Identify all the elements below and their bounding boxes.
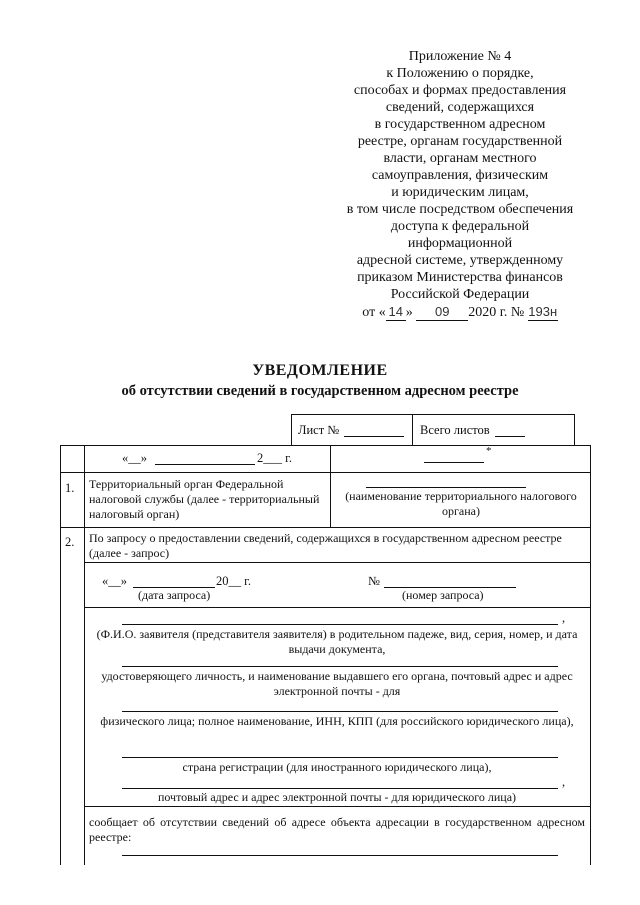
number-field[interactable] [424,462,484,463]
table-line [84,806,590,807]
applicant-field-4[interactable] [122,757,558,758]
date-quote: «__» [122,451,147,465]
table-line [60,472,590,473]
table-line [84,562,590,563]
sheet-label: Лист № [298,423,340,437]
table-line [84,607,590,608]
date-year: 2___ г. [257,451,292,465]
order-day: 14 [386,303,406,321]
applicant-caption-4: страна регистрации (для иностранного юридического лица), [182,760,492,774]
result-field[interactable] [122,855,558,856]
comma: , [562,775,566,789]
total-sheets-label: Всего листов [420,423,490,437]
approval-line: приказом Министерства финансов [357,270,563,285]
approval-line: информационной [407,236,513,251]
table-line [60,445,61,865]
request-number-sign: № [368,574,380,588]
comma: , [562,611,566,625]
table-line [590,445,591,865]
request-date-caption: (дата запроса) [138,588,211,602]
order-date-line [330,303,590,321]
table-line [291,414,574,415]
order-number: 193н [528,304,558,319]
applicant-caption-2: удостоверяющего личность, и наименование выдавшего его органа, почтовый адрес и адрес электронной почты - для [101,669,573,698]
table-line [60,527,590,528]
approval-line: Российской Федерации [390,287,530,302]
request-date-year: 20__ г. [216,574,251,588]
applicant-caption-3: физического лица; полное наименование, ИНН, КПП (для российского юридического лица), [100,714,574,728]
asterisk: * [486,445,492,457]
approval-line: Приложение № 4 [408,49,512,64]
order-prefix: от « [362,305,386,320]
approval-line: к Положению о порядке, [386,66,534,81]
request-date-quote: «__» [102,574,127,588]
approval-line: доступа к федеральной [390,219,530,234]
order-year: 2020 г. № [468,305,525,320]
row-number: 1. [65,481,75,495]
applicant-field-3[interactable] [122,711,558,712]
approval-line: и юридическим лицам, [391,185,529,200]
page-title: УВЕДОМЛЕНИЕ [252,362,388,379]
approval-line: сведений, содержащихся [385,100,535,115]
table-line [330,445,331,527]
order-mid: » [405,305,413,320]
order-month: 09 [416,303,468,321]
applicant-field-1[interactable] [122,624,558,625]
approval-line: реестре, органам государственной [357,134,563,149]
applicant-field-2[interactable] [122,666,558,667]
approval-line: в том числе посредством обеспечения [346,202,574,217]
applicant-field-5[interactable] [122,788,558,789]
approval-block [330,48,590,321]
table-line [412,414,413,445]
approval-line: власти, органам местного [383,151,537,166]
row-number: 2. [65,535,75,549]
approval-line: самоуправления, физическим [371,168,549,183]
applicant-caption-5: почтовый адрес и адрес электронной почты - для юридического лица) [157,790,517,804]
tax-authority-label: Территориальный орган Федеральной налоговой службы (далее - территориальный налоговый орган) [89,477,320,521]
approval-line: в государственном адресном [374,117,546,132]
approval-line: адресной системе, утвержденному [356,253,564,268]
table-line [60,445,590,446]
applicant-caption-1: (Ф.И.О. заявителя (представителя заявителя) в родительном падеже, вид, серия, номер, и дата выдачи документа, [96,627,578,656]
sheet-number-field[interactable] [344,436,404,437]
request-label: По запросу о предоставлении сведений, содержащихся в государственном адресном реестре (далее - запрос) [89,531,562,560]
request-number-caption: (номер запроса) [402,588,484,602]
date-field[interactable] [155,464,255,465]
tax-authority-caption: (наименование территориального налогового органа) [345,489,577,518]
table-line [291,414,292,445]
tax-authority-field[interactable] [366,487,526,488]
page-subtitle: об отсутствии сведений в государственном адресном реестре [121,383,519,399]
table-line [84,445,85,865]
result-text: сообщает об отсутствии сведений об адресе объекта адресации в государственном адресном реестре: [89,815,585,844]
table-line [574,414,575,445]
total-sheets-field[interactable] [495,436,525,437]
approval-line: способах и формах предоставления [353,83,567,98]
